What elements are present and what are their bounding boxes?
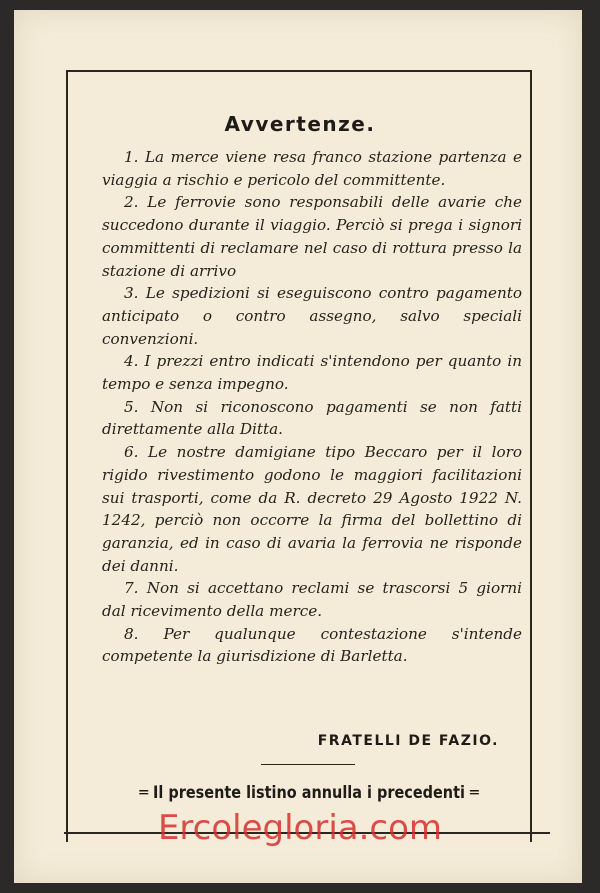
warning-item-3: 3. Le spedizioni si eseguiscono contro pagamento anticipato o contro assegno, salvo speciali convenzioni. (102, 284, 522, 348)
warning-item-7: 7. Non si accettano reclami se trascorsi 5 giorni dal ricevimento della merce. (102, 579, 522, 621)
watermark-text: Ercolegloria.com (157, 808, 443, 848)
warning-item-6: 6. Le nostre damigiane tipo Beccaro per il loro rigido rivestimento godono le maggiori facilitazioni sui trasporti, come da R. decreto 29 Agosto 1922 N. 1242, perciò non occorre la firma del bollettino di garanzia, ed in caso di avaria la ferrovia ne risponde dei danni. (102, 443, 522, 575)
warning-item-4: 4. I prezzi entro indicati s'intendono per quanto in tempo e senza impegno. (102, 352, 522, 394)
warning-item-8: 8. Per qualunque contestazione s'intende competente la giurisdizione di Barletta. (102, 624, 522, 666)
warning-item-5: 5. Non si riconoscono pagamenti se non fatti direttamente alla Ditta. (102, 397, 522, 439)
document-title: Avvertenze. (224, 112, 376, 136)
warning-item-2: 2. Le ferrovie sono responsabili delle avarie che succedono durante il viaggio. Perciò si prega i signori committenti di reclamare nel caso di rottura presso la stazione di arrivo (102, 193, 522, 280)
warning-item-1: 1. La merce viene resa franco stazione partenza e viaggia a rischio e pericolo del committente. (102, 148, 522, 189)
signature-divider (261, 764, 355, 765)
warnings-list (102, 146, 522, 668)
price-list-notice: ═ Il presente listino annulla i precedenti ═ (139, 783, 479, 803)
company-signature: FRATELLI DE FAZIO. (317, 733, 499, 749)
